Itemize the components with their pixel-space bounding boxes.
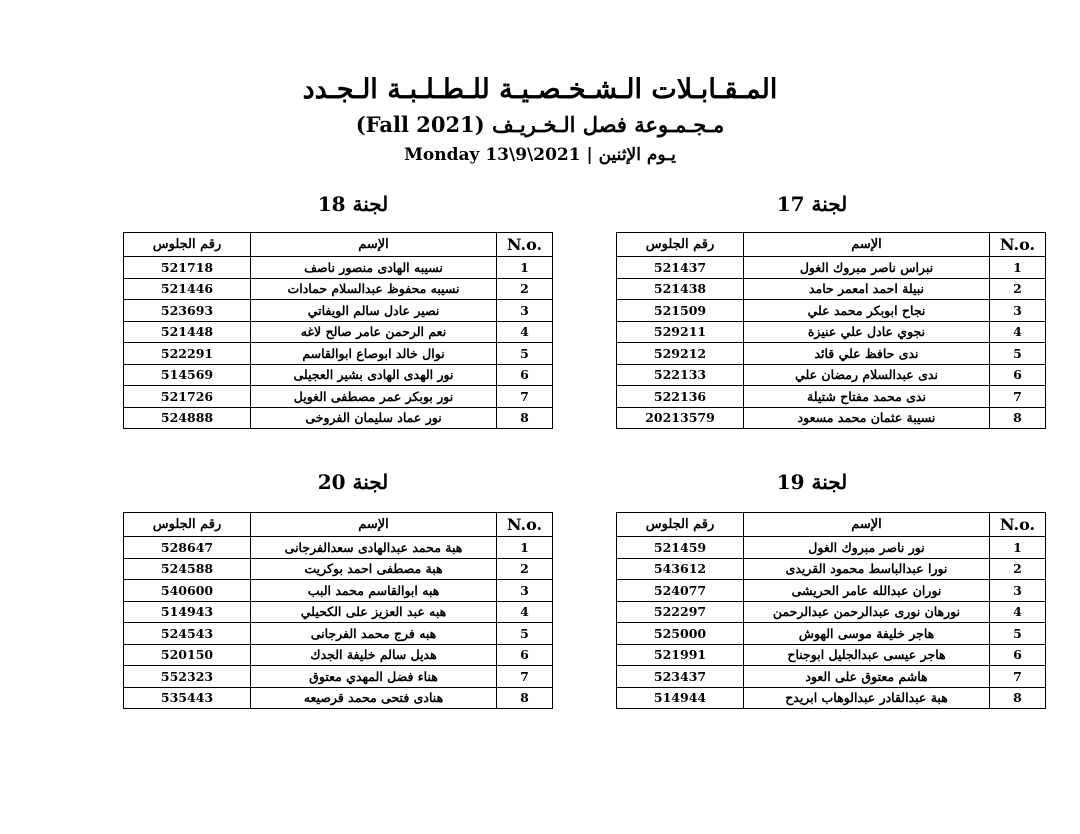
table-row — [617, 321, 1046, 343]
committee-heading-18: لجنة 18 — [317, 192, 389, 216]
student-name-cell: نسيبه محفوظ عبدالسلام حمادات — [251, 278, 497, 300]
table-row — [617, 623, 1046, 645]
column-header-name: الإسم — [251, 513, 497, 537]
table-row — [124, 278, 553, 300]
row-number-cell: 8 — [990, 687, 1046, 709]
table-header-row — [617, 513, 1046, 537]
page-subtitle: مـجـمـوعة فصل الـخـريـف (Fall 2021) — [355, 112, 725, 137]
student-name-cell: هديل سالم خليفة الجدك — [251, 644, 497, 666]
row-number-cell: 6 — [497, 644, 553, 666]
table-row — [617, 687, 1046, 709]
column-header-name: الإسم — [744, 233, 990, 257]
student-name-cell: هناء فضل المهدي معتوق — [251, 666, 497, 688]
seat-number-cell: 524588 — [124, 558, 251, 580]
seat-number-cell: 521446 — [124, 278, 251, 300]
table-header-row — [124, 233, 553, 257]
row-number-cell: 3 — [990, 300, 1046, 322]
table-row — [124, 644, 553, 666]
student-name-cell: هاجر خليفة موسى الهوش — [744, 623, 990, 645]
row-number-cell: 4 — [990, 601, 1046, 623]
row-number-cell: 2 — [497, 278, 553, 300]
seat-number-cell: 529212 — [617, 343, 744, 365]
table-row — [617, 537, 1046, 559]
seat-number-cell: 522133 — [617, 364, 744, 386]
row-number-cell: 8 — [497, 687, 553, 709]
committee-table-19 — [616, 512, 1046, 709]
column-header-name: الإسم — [251, 233, 497, 257]
row-number-cell: 1 — [497, 257, 553, 279]
student-name-cell: نصير عادل سالم الويفاتي — [251, 300, 497, 322]
seat-number-cell: 514569 — [124, 364, 251, 386]
seat-number-cell: 521437 — [617, 257, 744, 279]
student-name-cell: هاشم معتوق على العود — [744, 666, 990, 688]
student-name-cell: هبه عبد العزيز على الكحيلي — [251, 601, 497, 623]
row-number-cell: 2 — [990, 278, 1046, 300]
seat-number-cell: 20213579 — [617, 407, 744, 429]
column-header-no: N.o. — [497, 513, 553, 537]
column-header-no: N.o. — [990, 513, 1046, 537]
table-row — [124, 558, 553, 580]
seat-number-cell: 522136 — [617, 386, 744, 408]
row-number-cell: 1 — [990, 537, 1046, 559]
seat-number-cell: 521509 — [617, 300, 744, 322]
column-header-seat: رقم الجلوس — [617, 513, 744, 537]
seat-number-cell: 521991 — [617, 644, 744, 666]
seat-number-cell: 521459 — [617, 537, 744, 559]
student-name-cell: ندى محمد مفتاح شتيلة — [744, 386, 990, 408]
student-name-cell: ندى حافظ علي قائد — [744, 343, 990, 365]
student-name-cell: هبة عبدالقادر عبدالوهاب ابريدح — [744, 687, 990, 709]
row-number-cell: 3 — [497, 580, 553, 602]
student-name-cell: نوال خالد ابوصاع ابوالقاسم — [251, 343, 497, 365]
table-row — [124, 386, 553, 408]
row-number-cell: 1 — [990, 257, 1046, 279]
seat-number-cell: 521718 — [124, 257, 251, 279]
student-name-cell: هبة محمد عبدالهادى سعدالفرجانى — [251, 537, 497, 559]
seat-number-cell: 524077 — [617, 580, 744, 602]
student-name-cell: هبه فرج محمد الفرجانى — [251, 623, 497, 645]
student-name-cell: هاجر عيسى عبدالجليل ابوجناح — [744, 644, 990, 666]
table-row — [617, 644, 1046, 666]
seat-number-cell: 522297 — [617, 601, 744, 623]
row-number-cell: 2 — [497, 558, 553, 580]
row-number-cell: 7 — [497, 666, 553, 688]
table-row — [617, 386, 1046, 408]
table-row — [617, 257, 1046, 279]
student-name-cell: نجوي عادل علي عنيزة — [744, 321, 990, 343]
column-header-seat: رقم الجلوس — [617, 233, 744, 257]
table-row — [617, 407, 1046, 429]
table-row — [124, 666, 553, 688]
committee-heading-20: لجنة 20 — [317, 470, 389, 494]
seat-number-cell: 522291 — [124, 343, 251, 365]
seat-number-cell: 540600 — [124, 580, 251, 602]
student-name-cell: نورهان نورى عبدالرحمن عبدالرحمن — [744, 601, 990, 623]
column-header-name: الإسم — [744, 513, 990, 537]
committee-table-17 — [616, 232, 1046, 429]
student-name-cell: نسيبة عثمان محمد مسعود — [744, 407, 990, 429]
row-number-cell: 4 — [990, 321, 1046, 343]
student-name-cell: نوران عبدالله عامر الحريشى — [744, 580, 990, 602]
column-header-no: N.o. — [497, 233, 553, 257]
committee-heading-17: لجنة 17 — [776, 192, 848, 216]
row-number-cell: 5 — [497, 343, 553, 365]
seat-number-cell: 525000 — [617, 623, 744, 645]
row-number-cell: 4 — [497, 321, 553, 343]
table-row — [124, 537, 553, 559]
row-number-cell: 8 — [990, 407, 1046, 429]
table-header-row — [617, 233, 1046, 257]
seat-number-cell: 523693 — [124, 300, 251, 322]
seat-number-cell: 552323 — [124, 666, 251, 688]
row-number-cell: 7 — [990, 666, 1046, 688]
table-row — [617, 601, 1046, 623]
student-name-cell: ندى عبدالسلام رمضان علي — [744, 364, 990, 386]
seat-number-cell: 521448 — [124, 321, 251, 343]
row-number-cell: 5 — [990, 343, 1046, 365]
column-header-seat: رقم الجلوس — [124, 513, 251, 537]
row-number-cell: 1 — [497, 537, 553, 559]
table-row — [617, 580, 1046, 602]
seat-number-cell: 520150 — [124, 644, 251, 666]
student-name-cell: هبة مصطفى احمد بوكريت — [251, 558, 497, 580]
table-row — [617, 300, 1046, 322]
table-row — [124, 601, 553, 623]
seat-number-cell: 524888 — [124, 407, 251, 429]
student-name-cell: نعم الرحمن عامر صالح لاغه — [251, 321, 497, 343]
row-number-cell: 3 — [497, 300, 553, 322]
student-name-cell: نور ناصر مبروك الغول — [744, 537, 990, 559]
row-number-cell: 6 — [990, 364, 1046, 386]
student-name-cell: نور بوبكر عمر مصطفى الغويل — [251, 386, 497, 408]
table-row — [124, 687, 553, 709]
seat-number-cell: 535443 — [124, 687, 251, 709]
student-name-cell: نبراس ناصر مبروك الغول — [744, 257, 990, 279]
table-row — [617, 558, 1046, 580]
row-number-cell: 6 — [497, 364, 553, 386]
seat-number-cell: 514943 — [124, 601, 251, 623]
student-name-cell: نور عماد سليمان الفروخى — [251, 407, 497, 429]
student-name-cell: نسيبه الهادى منصور ناصف — [251, 257, 497, 279]
committee-table-20 — [123, 512, 553, 709]
seat-number-cell: 521726 — [124, 386, 251, 408]
table-row — [617, 364, 1046, 386]
table-row — [617, 343, 1046, 365]
column-header-seat: رقم الجلوس — [124, 233, 251, 257]
seat-number-cell: 529211 — [617, 321, 744, 343]
student-name-cell: هنادى فتحى محمد قرصيعه — [251, 687, 497, 709]
committee-table-18 — [123, 232, 553, 429]
student-name-cell: نورا عبدالباسط محمود القريدى — [744, 558, 990, 580]
seat-number-cell: 543612 — [617, 558, 744, 580]
student-name-cell: هبه ابوالقاسم محمد البب — [251, 580, 497, 602]
table-row — [124, 257, 553, 279]
seat-number-cell: 521438 — [617, 278, 744, 300]
row-number-cell: 4 — [497, 601, 553, 623]
table-row — [617, 278, 1046, 300]
student-name-cell: نور الهدى الهادى بشير العجيلى — [251, 364, 497, 386]
column-header-no: N.o. — [990, 233, 1046, 257]
table-row — [617, 666, 1046, 688]
row-number-cell: 3 — [990, 580, 1046, 602]
table-row — [124, 623, 553, 645]
row-number-cell: 7 — [497, 386, 553, 408]
student-name-cell: نبيلة احمد امعمر حامد — [744, 278, 990, 300]
row-number-cell: 6 — [990, 644, 1046, 666]
table-row — [124, 407, 553, 429]
table-row — [124, 580, 553, 602]
table-row — [124, 300, 553, 322]
table-row — [124, 343, 553, 365]
row-number-cell: 2 — [990, 558, 1046, 580]
page-title: المـقـابـلات الـشـخـصـيـة للـطـلـبـة الـجـدد — [302, 74, 778, 105]
date-line: يـوم الإثنين | 2021\9\13 Monday — [404, 145, 676, 165]
seat-number-cell: 524543 — [124, 623, 251, 645]
row-number-cell: 5 — [990, 623, 1046, 645]
table-header-row — [124, 513, 553, 537]
row-number-cell: 8 — [497, 407, 553, 429]
row-number-cell: 7 — [990, 386, 1046, 408]
table-row — [124, 321, 553, 343]
student-name-cell: نجاح ابوبكر محمد علي — [744, 300, 990, 322]
seat-number-cell: 523437 — [617, 666, 744, 688]
row-number-cell: 5 — [497, 623, 553, 645]
seat-number-cell: 528647 — [124, 537, 251, 559]
committee-heading-19: لجنة 19 — [776, 470, 848, 494]
seat-number-cell: 514944 — [617, 687, 744, 709]
table-row — [124, 364, 553, 386]
